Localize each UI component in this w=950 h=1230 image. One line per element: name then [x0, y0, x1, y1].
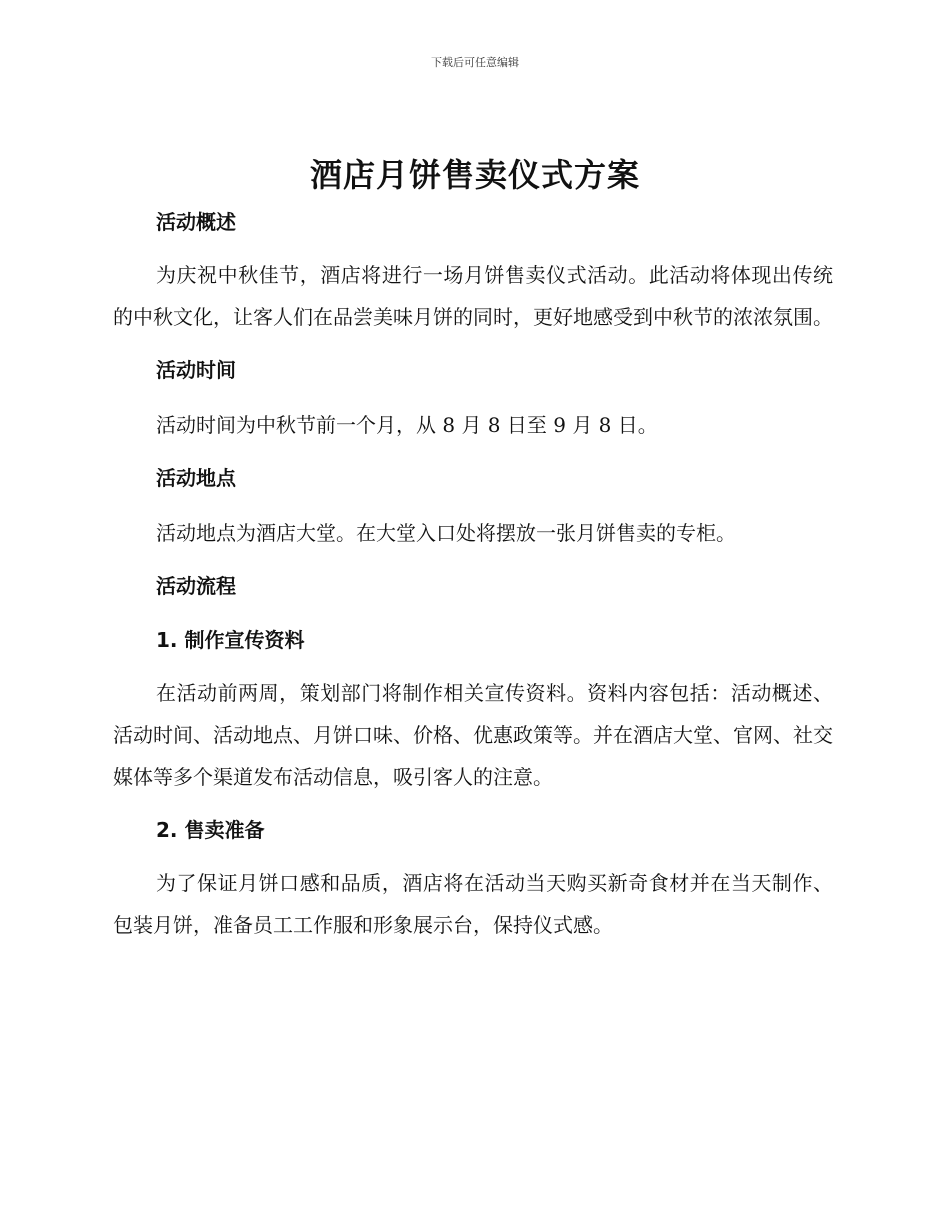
step-heading-2: 2. 售卖准备	[156, 818, 265, 842]
document-body	[113, 200, 833, 946]
section-text-location: 活动地点为酒店大堂。在大堂入口处将摆放一张月饼售卖的专柜。	[156, 521, 736, 545]
step-text-2: 为了保证月饼口感和品质，酒店将在活动当天购买新奇食材并在当天制作、包装月饼，准备员工工作服和形象展示台，保持仪式感。	[113, 871, 833, 937]
section-text-time: 活动时间为中秋节前一个月，从 8 月 8 日至 9 月 8 日。	[156, 413, 658, 437]
document-title: 酒店月饼售卖仪式方案	[309, 156, 640, 194]
step-heading-1: 1. 制作宣传资料	[156, 628, 305, 652]
section-heading-location: 活动地点	[156, 466, 236, 490]
section-text-overview: 为庆祝中秋佳节，酒店将进行一场月饼售卖仪式活动。此活动将体现出传统的中秋文化，让客人们在品尝美味月饼的同时，更好地感受到中秋节的浓浓氛围。	[113, 263, 833, 329]
header-note: 下载后可任意编辑	[431, 56, 519, 69]
section-heading-time: 活动时间	[156, 358, 236, 382]
step-text-1: 在活动前两周，策划部门将制作相关宣传资料。资料内容包括：活动概述、活动时间、活动地点、月饼口味、价格、优惠政策等。并在酒店大堂、官网、社交媒体等多个渠道发布活动信息，吸引客人的注意。	[113, 681, 833, 789]
section-heading-overview: 活动概述	[156, 210, 236, 234]
section-heading-flow: 活动流程	[156, 574, 236, 598]
